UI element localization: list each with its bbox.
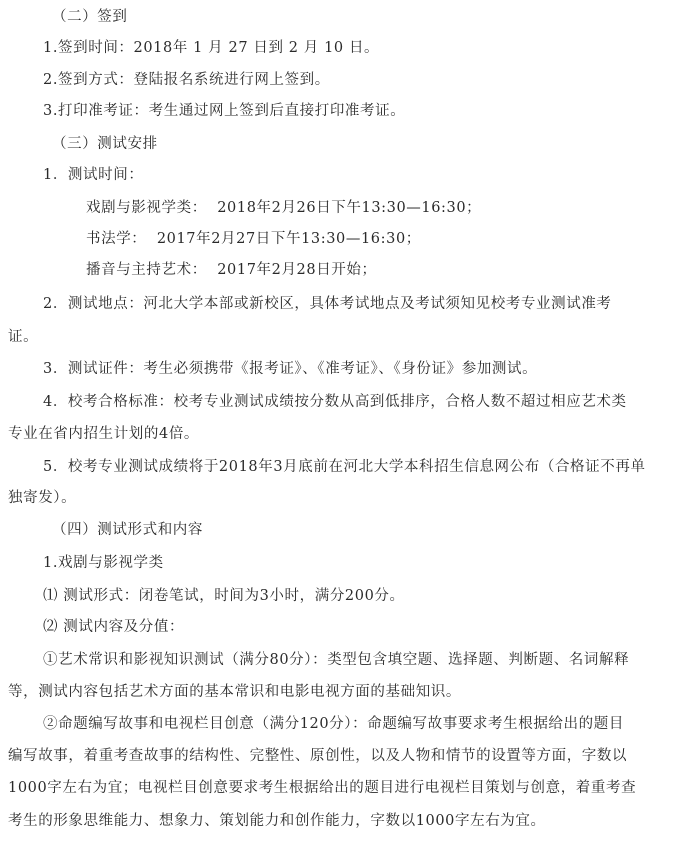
qualification-standard: 4．校考合格标准：校考专业测试成绩按分数从高到低排序，合格人数不超过相应艺术类: [43, 394, 627, 410]
checkin-method: 2.签到方式：登陆报名系统进行网上签到。: [43, 72, 330, 88]
test-location: 2．测试地点：河北大学本部或新校区，具体考试地点及考试须知见校考专业测试准考: [43, 296, 612, 312]
test-location-cont: 证。: [8, 329, 39, 345]
content-art-knowledge: ①艺术常识和影视知识测试（满分80分）：类型包含填空题、选择题、判断题、名词解释: [43, 652, 630, 668]
content-art-knowledge-cont: 等，测试内容包括艺术方面的基本常识和电影电视方面的基础知识。: [8, 684, 461, 700]
qualification-standard-cont: 专业在省内招生计划的4倍。: [8, 426, 200, 442]
test-documents: 3．测试证件：考生必须携带《报考证》、《准考证》、《身份证》参加测试。: [43, 361, 538, 377]
schedule-calligraphy: 书法学： 2017年2月27日下午13:30—16:30；: [86, 231, 421, 247]
section-heading-test-format: （四）测试形式和内容: [52, 522, 203, 538]
subsection-drama-film: 1.戏剧与影视学类: [43, 555, 164, 571]
schedule-drama-film: 戏剧与影视学类： 2018年2月26日下午13:30—16:30；: [86, 200, 482, 216]
test-format: ⑴ 测试形式：闭卷笔试，时间为3小时，满分200分。: [43, 588, 405, 604]
content-story-writing-cont-3: 考生的形象思维能力、想象力、策划能力和创作能力，字数以1000字左右为宜。: [8, 813, 546, 829]
content-story-writing-cont-1: 编写故事，着重考查故事的结构性、完整性、原创性，以及人物和情节的设置等方面，字数以: [8, 748, 628, 764]
content-story-writing: ②命题编写故事和电视栏目创意（满分120分）：命题编写故事要求考生根据给出的题目: [43, 716, 624, 732]
section-heading-test-schedule: （三）测试安排: [52, 136, 158, 152]
test-time-label: 1．测试时间：: [43, 167, 144, 183]
schedule-broadcasting: 播音与主持艺术： 2017年2月28日开始；: [86, 262, 377, 278]
section-heading-checkin: （二）签到: [52, 9, 128, 25]
print-admission-ticket: 3.打印准考证：考生通过网上签到后直接打印准考证。: [43, 103, 406, 119]
results-announcement: 5．校考专业测试成绩将于2018年3月底前在河北大学本科招生信息网公布（合格证不再单: [43, 459, 646, 475]
test-content-label: ⑵ 测试内容及分值：: [43, 619, 185, 635]
results-announcement-cont: 独寄发）。: [8, 490, 77, 506]
content-story-writing-cont-2: 1000字左右为宜；电视栏目创意要求考生根据给出的题目进行电视栏目策划与创意，着重考查: [8, 780, 637, 796]
checkin-time: 1.签到时间：2018年 1 月 27 日到 2 月 10 日。: [43, 40, 380, 56]
